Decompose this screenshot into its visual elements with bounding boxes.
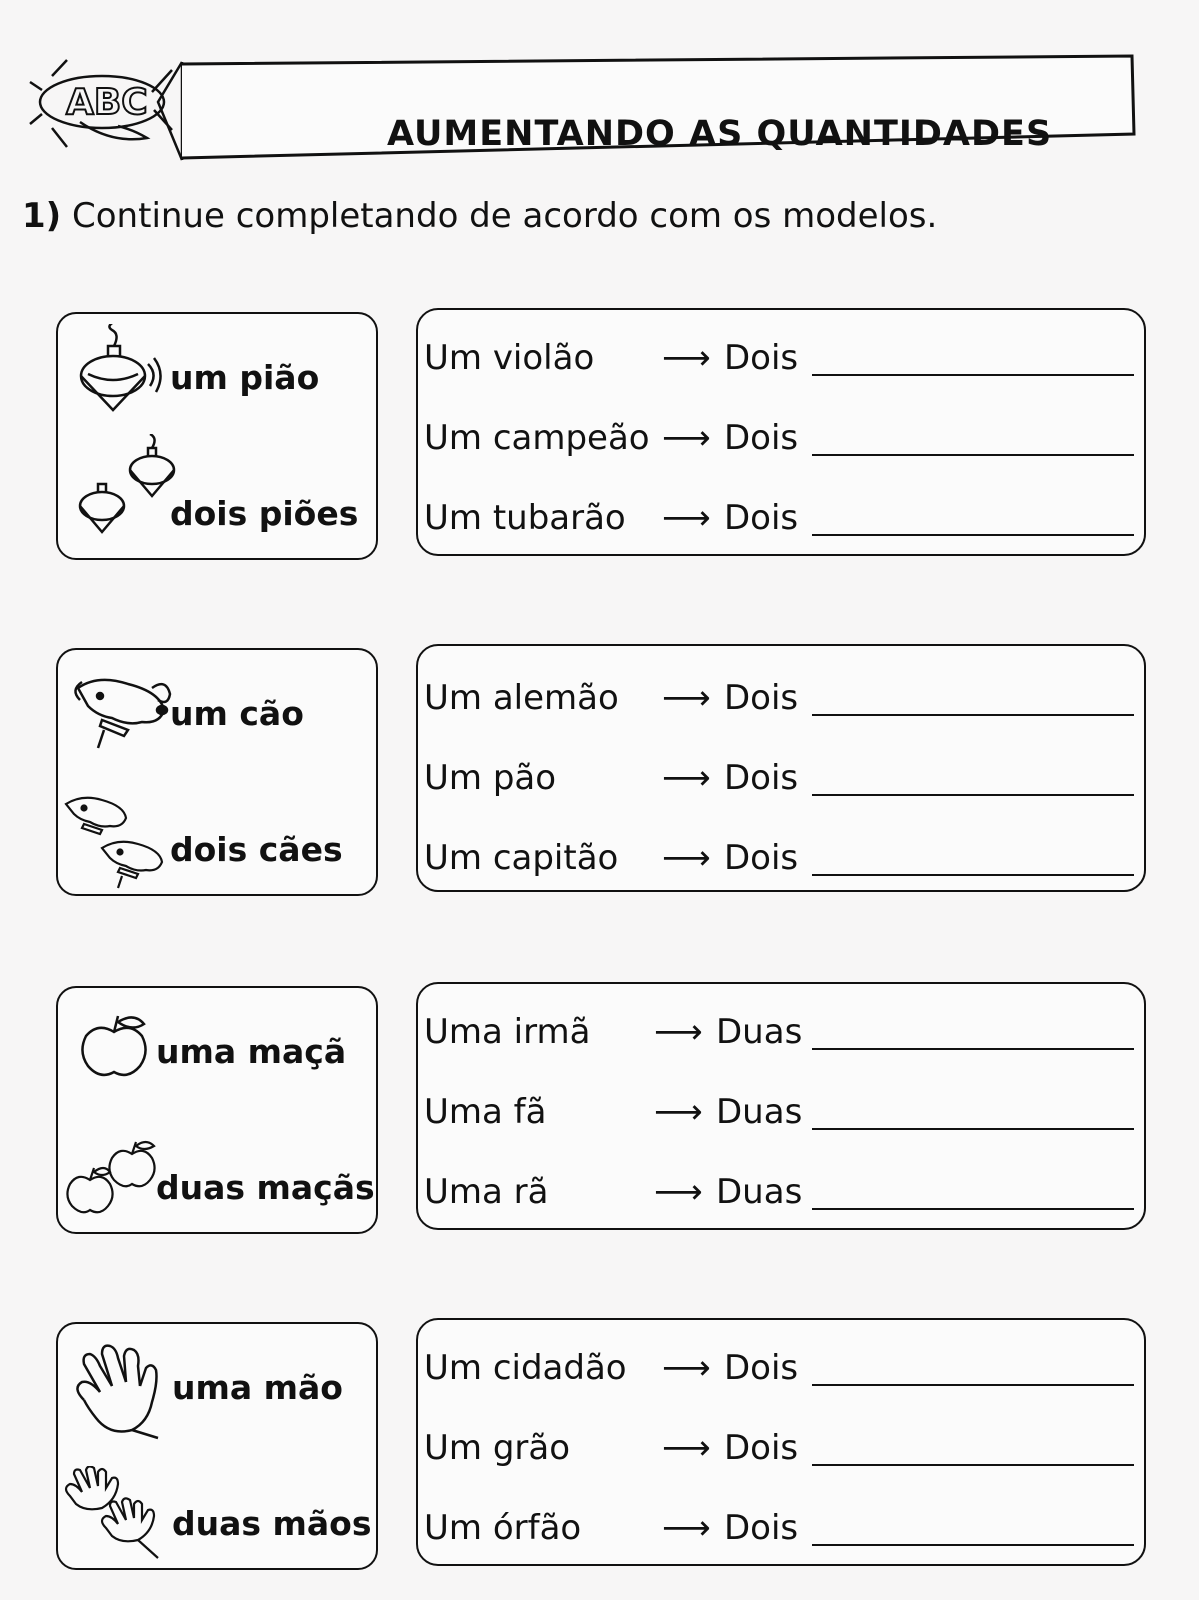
dogs-icon [62, 790, 172, 890]
answer-blank[interactable] [812, 374, 1134, 376]
row-count: Dois [724, 1428, 799, 1468]
answer-box [416, 1318, 1146, 1566]
model-box [56, 1322, 378, 1570]
model-box [56, 312, 378, 560]
answer-box [416, 982, 1146, 1230]
answer-blank[interactable] [812, 874, 1134, 876]
exercise-row [418, 1012, 1144, 1062]
row-word: Um capitão [424, 838, 619, 878]
arrow-icon: ⟶ [662, 338, 711, 378]
model-singular: uma mão [172, 1368, 343, 1407]
answer-blank[interactable] [812, 1384, 1134, 1386]
arrow-icon: ⟶ [662, 678, 711, 718]
exercise-row [418, 838, 1144, 888]
hands-icon [62, 1466, 168, 1560]
answer-blank[interactable] [812, 794, 1134, 796]
exercise-row [418, 678, 1144, 728]
row-count: Duas [716, 1172, 803, 1212]
exercise-group-cao [0, 648, 1199, 908]
answer-blank[interactable] [812, 454, 1134, 456]
exercise-row [418, 338, 1144, 388]
answer-blank[interactable] [812, 534, 1134, 536]
row-word: Uma fã [424, 1092, 547, 1132]
exercise-row [418, 1092, 1144, 1142]
answer-blank[interactable] [812, 714, 1134, 716]
row-count: Dois [724, 1348, 799, 1388]
arrow-icon: ⟶ [662, 1508, 711, 1548]
exercise-row [418, 1348, 1144, 1398]
exercise-group-maca [0, 986, 1199, 1246]
answer-blank[interactable] [812, 1544, 1134, 1546]
exercise-row [418, 498, 1144, 548]
instruction [22, 196, 937, 236]
spinning-top-icon [68, 324, 168, 414]
arrow-icon: ⟶ [654, 1092, 703, 1132]
row-count: Dois [724, 418, 799, 458]
row-count: Dois [724, 498, 799, 538]
model-singular: uma maçã [156, 1032, 347, 1071]
row-count: Duas [716, 1012, 803, 1052]
arrow-icon: ⟶ [662, 838, 711, 878]
row-count: Dois [724, 838, 799, 878]
banner-frame [22, 52, 1172, 172]
title-banner [22, 52, 1172, 172]
model-singular: um cão [170, 694, 304, 733]
row-word: Um violão [424, 338, 595, 378]
exercise-row [418, 418, 1144, 468]
row-word: Um cidadão [424, 1348, 627, 1388]
row-count: Dois [724, 678, 799, 718]
row-word: Um campeão [424, 418, 650, 458]
instruction-number: 1) [22, 196, 62, 236]
model-box [56, 648, 378, 896]
arrow-icon: ⟶ [662, 498, 711, 538]
exercise-row [418, 1172, 1144, 1222]
arrow-icon: ⟶ [662, 758, 711, 798]
answer-blank[interactable] [812, 1208, 1134, 1210]
arrow-icon: ⟶ [654, 1012, 703, 1052]
row-count: Dois [724, 758, 799, 798]
model-plural: dois cães [170, 830, 343, 869]
answer-blank[interactable] [812, 1048, 1134, 1050]
model-plural: duas mãos [172, 1504, 372, 1543]
row-word: Uma irmã [424, 1012, 591, 1052]
answer-box [416, 644, 1146, 892]
instruction-text: Continue completando de acordo com os modelos. [72, 196, 938, 236]
row-word: Um pão [424, 758, 557, 798]
exercise-row [418, 1508, 1144, 1558]
apples-icon [66, 1136, 162, 1220]
row-word: Uma rã [424, 1172, 549, 1212]
row-count: Duas [716, 1092, 803, 1132]
exercise-group-piao [0, 312, 1199, 572]
answer-blank[interactable] [812, 1464, 1134, 1466]
model-box [56, 986, 378, 1234]
exercise-row [418, 758, 1144, 808]
model-plural: duas maçãs [156, 1168, 375, 1207]
row-word: Um órfão [424, 1508, 582, 1548]
arrow-icon: ⟶ [654, 1172, 703, 1212]
apple-icon [78, 1012, 154, 1082]
row-word: Um alemão [424, 678, 619, 718]
abc-logo-text: ABC [66, 82, 148, 123]
model-plural: dois piões [170, 494, 359, 533]
answer-blank[interactable] [812, 1128, 1134, 1130]
exercise-row [418, 1428, 1144, 1478]
arrow-icon: ⟶ [662, 1428, 711, 1468]
row-count: Dois [724, 338, 799, 378]
hand-icon [70, 1342, 172, 1440]
dog-icon [68, 670, 172, 750]
model-singular: um pião [170, 358, 320, 397]
arrow-icon: ⟶ [662, 418, 711, 458]
spinning-tops-icon [66, 434, 186, 544]
answer-box [416, 308, 1146, 556]
page-title: AUMENTANDO AS QUANTIDADES [387, 114, 1053, 154]
row-word: Um tubarão [424, 498, 626, 538]
row-count: Dois [724, 1508, 799, 1548]
row-word: Um grão [424, 1428, 571, 1468]
arrow-icon: ⟶ [662, 1348, 711, 1388]
exercise-group-mao [0, 1322, 1199, 1582]
